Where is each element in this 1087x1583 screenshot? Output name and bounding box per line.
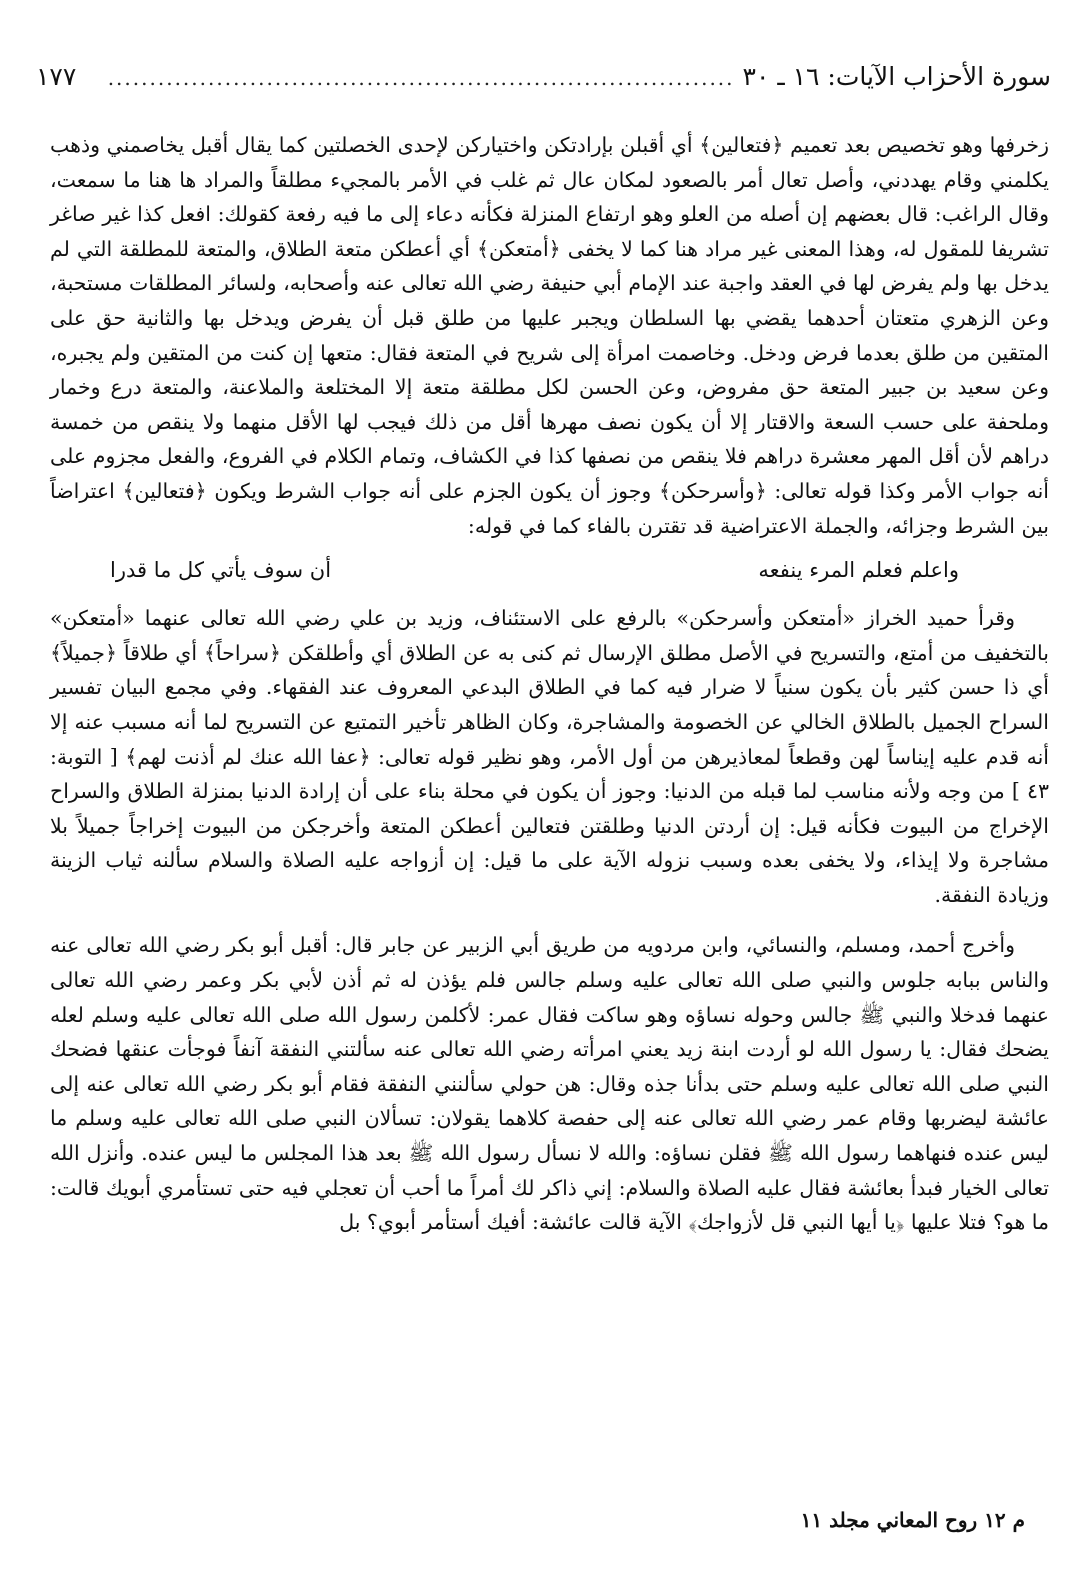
running-header [36, 62, 1051, 102]
main-text [50, 128, 1049, 1240]
paragraph-commentary-1: زخرفها وهو تخصيص بعد تعميم ﴿فتعالين﴾ أي أقبلن بإرادتكن واختياركن لإحدى الخصلتين كما يقال أقبل يخاصمني وذهب يكلمني وقام يهددني، وأصل تعال أمر بالصعود لمكان عال ثم غلب في الأمر بالمجيء مطلقاً والمراد ها هنا ما سمعت، وقال الراغب: قال بعضهم إن أصله من العلو وهو ارتفاع المنزلة فكأنه دعاء إلى ما فيه رفعة كقولك: افعل كذا غير صاغر تشريفا للمقول له، وهذا المعنى غير مراد هنا كما لا يخفى ﴿أمتعكن﴾ أي أعطكن متعة الطلاق، والمتعة للمطلقة التي لم يدخل بها ولم يفرض لها في العقد واجبة عند الإمام أبي حنيفة رضي الله تعالى عنه وأصحابه، ولسائر المطلقات مستحبة، وعن الزهري متعتان أحدهما يقضي بها السلطان ويجبر عليها من طلق قبل أن يفرض ويدخل بها والثانية حق على المتقين من طلق بعدما فرض ودخل. وخاصمت امرأة إلى شريح في المتعة فقال: متعها إن كنت من المتقين ولم يجبره، وعن سعيد بن جبير المتعة حق مفروض، وعن الحسن لكل مطلقة متعة إلا المختلعة والملاعنة، والمتعة درع وخمار وملحفة على حسب السعة والاقتار إلا أن يكون نصف مهرها أقل من ذلك فيجب لها الأقل منهما ولا ينقص من خمسة دراهم لأن أقل المهر معشرة دراهم فلا ينقص من نصفها كذا في الكشاف، وتمام الكلام في الفروع، والفعل مجزوم على أنه جواب الأمر وكذا قوله تعالى: ﴿وأسرحكن﴾ وجوز أن يكون الجزم على أنه جواب الشرط ويكون ﴿فتعالين﴾ اعتراضاً بين الشرط وجزائه، والجملة الاعتراضية قد تقترن بالفاء كما في قوله: [50, 133, 1049, 538]
footer-signature: م ١٢ روح المعاني مجلد ١١ [800, 1508, 1025, 1532]
poetry-verse [50, 553, 1049, 587]
verse-second-hemistich: أن سوف يأتي كل ما قدرا [110, 558, 332, 583]
dot-leader: ........................................................................... [107, 66, 735, 90]
paragraph-commentary-2: وقرأ حميد الخراز «أمتعكن وأسرحكن» بالرفع على الاستئناف، وزيد بن علي رضي الله تعالى عنهما «أمتعكن» بالتخفيف من أمتع، والتسريح في الأصل مطلق الإرسال ثم كنى به عن الطلاق أي وأطلقكن ﴿سراحاً﴾ أي طلاقاً ﴿جميلاً﴾ أي ذا حسن كثير بأن يكون سنياً لا ضرار فيه كما في الطلاق البدعي المعروف عند الفقهاء. وفي مجمع البيان تفسير السراح الجميل بالطلاق الخالي عن الخصومة والمشاجرة، وكان الظاهر تأخير التمتيع عن التسريح لما أنه مسبب عنه إلا أنه قدم عليه إيناساً لهن وقطعاً لمعاذيرهن من أول الأمر، وهو نظير قوله تعالى: ﴿عفا الله عنك لم أذنت لهم﴾ [ التوبة: ٤٣ ] من وجه ولأنه مناسب لما قبله من الدنيا: وجوز أن يكون في محلة بناء على أن إرادة الدنيا بمنزلة الطلاق والسراح الإخراج من البيوت فكأنه قيل: إن أردتن الدنيا وطلقتن فتعالين أعطكن المتعة وأخرجكن من البيوت إخراجاً جميلاً بلا مشاجرة ولا إيذاء، ولا يخفى بعده وسبب نزوله الآية على ما قيل: إن أزواجه عليه الصلاة والسلام سألنه ثياب الزينة وزيادة النفقة. [50, 606, 1049, 907]
paragraph-hadith: وأخرج أحمد، ومسلم، والنسائي، وابن مردويه من طريق أبي الزبير عن جابر قال: أقبل أبو بكر رضي الله تعالى عنه والناس ببابه جلوس والنبي صلى الله تعالى عليه وسلم جالس فلم يؤذن له ثم أذن لأبي بكر وعمر رضي الله تعالى عنهما فدخلا والنبي ﷺ جالس وحوله نساؤه وهو ساكت فقال عمر: لأكلمن رسول الله صلى الله تعالى عليه وسلم لعله يضحك فقال: يا رسول الله لو أردت ابنة زيد يعني امرأته رضي الله تعالى عنه سألتني النفقة آنفاً فوجأت عنقها فضحك النبي صلى الله تعالى عليه وسلم حتى بدأنا جذه وقال: هن حولي سألنني النفقة فقام أبو بكر رضي الله تعالى عنه إلى عائشة ليضربها وقام عمر رضي الله تعالى عنه إلى حفصة كلاهما يقولان: تسألان النبي صلى الله تعالى عليه وسلم ما ليس عنده فنهاهما رسول الله ﷺ فقلن نساؤه: والله لا نسأل رسول الله ﷺ بعد هذا المجلس ما ليس عنده. وأنزل الله تعالى الخيار فبدأ بعائشة فقال عليه الصلاة والسلام: إني ذاكر لك أمراً ما أحب أن تعجلي فيه حتى تستأمري أبويك قالت: ما هو؟ فتلا عليها ﴿يا أيها النبي قل لأزواجك﴾ الآية قالت عائشة: أفيك أستأمر أبوي؟ بل [50, 933, 1049, 1235]
page-number: ١٧٧ [36, 62, 77, 91]
surah-title: سورة الأحزاب الآيات: ١٦ ـ ٣٠ [742, 62, 1051, 91]
verse-first-hemistich: واعلم فعلم المرء ينفعه [758, 558, 959, 583]
